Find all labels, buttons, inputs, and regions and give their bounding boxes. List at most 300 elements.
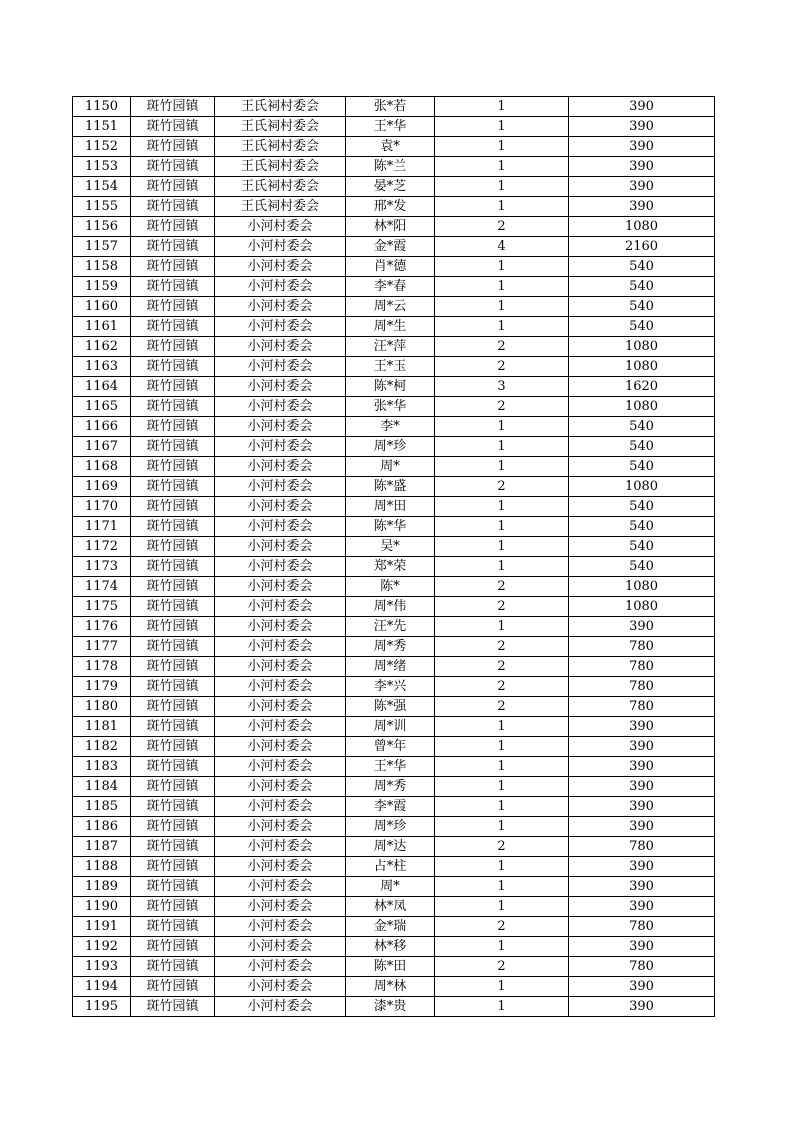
count-cell: 1 [435, 457, 569, 477]
village-committee-cell: 小河村委会 [215, 297, 346, 317]
count-cell: 1 [435, 497, 569, 517]
count-cell: 1 [435, 997, 569, 1017]
count-cell: 2 [435, 957, 569, 977]
village-committee-cell: 小河村委会 [215, 217, 346, 237]
row-number-cell: 1153 [73, 157, 131, 177]
count-cell: 2 [435, 697, 569, 717]
amount-cell: 540 [569, 277, 715, 297]
amount-cell: 390 [569, 817, 715, 837]
count-cell: 1 [435, 897, 569, 917]
count-cell: 1 [435, 317, 569, 337]
row-number-cell: 1154 [73, 177, 131, 197]
village-committee-cell: 小河村委会 [215, 237, 346, 257]
table-row [73, 397, 715, 417]
town-cell: 斑竹园镇 [131, 137, 215, 157]
village-committee-cell: 小河村委会 [215, 817, 346, 837]
amount-cell: 390 [569, 117, 715, 137]
table-row [73, 97, 715, 117]
row-number-cell: 1152 [73, 137, 131, 157]
row-number-cell: 1159 [73, 277, 131, 297]
town-cell: 斑竹园镇 [131, 957, 215, 977]
row-number-cell: 1168 [73, 457, 131, 477]
table-row [73, 317, 715, 337]
village-committee-cell: 小河村委会 [215, 897, 346, 917]
village-committee-cell: 小河村委会 [215, 257, 346, 277]
row-number-cell: 1165 [73, 397, 131, 417]
row-number-cell: 1155 [73, 197, 131, 217]
count-cell: 2 [435, 837, 569, 857]
row-number-cell: 1194 [73, 977, 131, 997]
row-number-cell: 1163 [73, 357, 131, 377]
town-cell: 斑竹园镇 [131, 517, 215, 537]
count-cell: 1 [435, 537, 569, 557]
amount-cell: 780 [569, 677, 715, 697]
name-cell: 周*云 [346, 297, 435, 317]
name-cell: 周*伟 [346, 597, 435, 617]
table-row [73, 137, 715, 157]
town-cell: 斑竹园镇 [131, 397, 215, 417]
row-number-cell: 1156 [73, 217, 131, 237]
name-cell: 周*生 [346, 317, 435, 337]
row-number-cell: 1189 [73, 877, 131, 897]
row-number-cell: 1191 [73, 917, 131, 937]
amount-cell: 1080 [569, 597, 715, 617]
table-row [73, 157, 715, 177]
town-cell: 斑竹园镇 [131, 157, 215, 177]
town-cell: 斑竹园镇 [131, 377, 215, 397]
amount-cell: 540 [569, 497, 715, 517]
name-cell: 周*达 [346, 837, 435, 857]
table-row [73, 257, 715, 277]
table-row [73, 177, 715, 197]
amount-cell: 540 [569, 517, 715, 537]
town-cell: 斑竹园镇 [131, 917, 215, 937]
name-cell: 郑*荣 [346, 557, 435, 577]
name-cell: 张*若 [346, 97, 435, 117]
amount-cell: 540 [569, 417, 715, 437]
name-cell: 陈* [346, 577, 435, 597]
count-cell: 1 [435, 97, 569, 117]
table-row [73, 337, 715, 357]
count-cell: 1 [435, 437, 569, 457]
town-cell: 斑竹园镇 [131, 617, 215, 637]
name-cell: 漆*贵 [346, 997, 435, 1017]
town-cell: 斑竹园镇 [131, 997, 215, 1017]
table-row [73, 357, 715, 377]
name-cell: 周*田 [346, 497, 435, 517]
count-cell: 1 [435, 817, 569, 837]
amount-cell: 1080 [569, 397, 715, 417]
village-committee-cell: 小河村委会 [215, 437, 346, 457]
village-committee-cell: 小河村委会 [215, 277, 346, 297]
table-row [73, 717, 715, 737]
name-cell: 金*霞 [346, 237, 435, 257]
amount-cell: 540 [569, 557, 715, 577]
row-number-cell: 1179 [73, 677, 131, 697]
village-committee-cell: 王氏祠村委会 [215, 197, 346, 217]
town-cell: 斑竹园镇 [131, 937, 215, 957]
village-committee-cell: 小河村委会 [215, 457, 346, 477]
town-cell: 斑竹园镇 [131, 457, 215, 477]
row-number-cell: 1186 [73, 817, 131, 837]
count-cell: 2 [435, 657, 569, 677]
name-cell: 晏*芝 [346, 177, 435, 197]
town-cell: 斑竹园镇 [131, 677, 215, 697]
town-cell: 斑竹园镇 [131, 257, 215, 277]
amount-cell: 390 [569, 797, 715, 817]
amount-cell: 390 [569, 737, 715, 757]
table-row [73, 237, 715, 257]
row-number-cell: 1184 [73, 777, 131, 797]
table-row [73, 197, 715, 217]
name-cell: 周*绪 [346, 657, 435, 677]
table-row [73, 617, 715, 637]
count-cell: 1 [435, 277, 569, 297]
town-cell: 斑竹园镇 [131, 977, 215, 997]
amount-cell: 2160 [569, 237, 715, 257]
name-cell: 林*移 [346, 937, 435, 957]
name-cell: 林*阳 [346, 217, 435, 237]
table-row [73, 837, 715, 857]
name-cell: 周* [346, 877, 435, 897]
name-cell: 周*珍 [346, 817, 435, 837]
row-number-cell: 1169 [73, 477, 131, 497]
table-row [73, 977, 715, 997]
village-committee-cell: 小河村委会 [215, 957, 346, 977]
village-committee-cell: 小河村委会 [215, 637, 346, 657]
table-row [73, 417, 715, 437]
table-row [73, 657, 715, 677]
row-number-cell: 1174 [73, 577, 131, 597]
count-cell: 2 [435, 397, 569, 417]
village-committee-cell: 小河村委会 [215, 777, 346, 797]
town-cell: 斑竹园镇 [131, 597, 215, 617]
count-cell: 2 [435, 357, 569, 377]
village-committee-cell: 小河村委会 [215, 757, 346, 777]
name-cell: 李*兴 [346, 677, 435, 697]
town-cell: 斑竹园镇 [131, 657, 215, 677]
row-number-cell: 1177 [73, 637, 131, 657]
amount-cell: 540 [569, 537, 715, 557]
name-cell: 陈*盛 [346, 477, 435, 497]
village-committee-cell: 小河村委会 [215, 317, 346, 337]
village-committee-cell: 小河村委会 [215, 697, 346, 717]
row-number-cell: 1190 [73, 897, 131, 917]
table-row [73, 637, 715, 657]
village-committee-cell: 小河村委会 [215, 877, 346, 897]
count-cell: 2 [435, 677, 569, 697]
row-number-cell: 1181 [73, 717, 131, 737]
town-cell: 斑竹园镇 [131, 837, 215, 857]
amount-cell: 1080 [569, 477, 715, 497]
count-cell: 2 [435, 217, 569, 237]
town-cell: 斑竹园镇 [131, 897, 215, 917]
count-cell: 2 [435, 477, 569, 497]
row-number-cell: 1158 [73, 257, 131, 277]
name-cell: 周*训 [346, 717, 435, 737]
town-cell: 斑竹园镇 [131, 777, 215, 797]
count-cell: 2 [435, 597, 569, 617]
count-cell: 1 [435, 877, 569, 897]
village-committee-cell: 王氏祠村委会 [215, 177, 346, 197]
table-row [73, 537, 715, 557]
village-committee-cell: 小河村委会 [215, 857, 346, 877]
village-committee-cell: 小河村委会 [215, 417, 346, 437]
row-number-cell: 1166 [73, 417, 131, 437]
town-cell: 斑竹园镇 [131, 477, 215, 497]
town-cell: 斑竹园镇 [131, 357, 215, 377]
table-row [73, 857, 715, 877]
row-number-cell: 1195 [73, 997, 131, 1017]
table-row [73, 377, 715, 397]
table-row [73, 797, 715, 817]
name-cell: 吴* [346, 537, 435, 557]
village-committee-cell: 王氏祠村委会 [215, 97, 346, 117]
table-row [73, 917, 715, 937]
amount-cell: 1620 [569, 377, 715, 397]
town-cell: 斑竹园镇 [131, 577, 215, 597]
row-number-cell: 1176 [73, 617, 131, 637]
table-row [73, 877, 715, 897]
amount-cell: 390 [569, 717, 715, 737]
count-cell: 1 [435, 117, 569, 137]
amount-cell: 390 [569, 137, 715, 157]
amount-cell: 390 [569, 857, 715, 877]
town-cell: 斑竹园镇 [131, 717, 215, 737]
amount-cell: 540 [569, 437, 715, 457]
amount-cell: 780 [569, 917, 715, 937]
count-cell: 1 [435, 757, 569, 777]
table-row [73, 117, 715, 137]
village-committee-cell: 小河村委会 [215, 737, 346, 757]
town-cell: 斑竹园镇 [131, 417, 215, 437]
name-cell: 李*霞 [346, 797, 435, 817]
name-cell: 金*瑞 [346, 917, 435, 937]
amount-cell: 1080 [569, 337, 715, 357]
count-cell: 1 [435, 617, 569, 637]
count-cell: 1 [435, 797, 569, 817]
name-cell: 周*林 [346, 977, 435, 997]
table-row [73, 477, 715, 497]
amount-cell: 780 [569, 957, 715, 977]
name-cell: 王*玉 [346, 357, 435, 377]
name-cell: 张*华 [346, 397, 435, 417]
amount-cell: 390 [569, 997, 715, 1017]
name-cell: 陈*强 [346, 697, 435, 717]
table-row [73, 697, 715, 717]
amount-cell: 390 [569, 977, 715, 997]
village-committee-cell: 小河村委会 [215, 917, 346, 937]
amount-cell: 390 [569, 937, 715, 957]
amount-cell: 540 [569, 297, 715, 317]
count-cell: 2 [435, 337, 569, 357]
row-number-cell: 1188 [73, 857, 131, 877]
town-cell: 斑竹园镇 [131, 757, 215, 777]
town-cell: 斑竹园镇 [131, 97, 215, 117]
name-cell: 李*春 [346, 277, 435, 297]
row-number-cell: 1167 [73, 437, 131, 457]
village-committee-cell: 小河村委会 [215, 557, 346, 577]
amount-cell: 540 [569, 257, 715, 277]
count-cell: 2 [435, 917, 569, 937]
village-committee-cell: 小河村委会 [215, 337, 346, 357]
row-number-cell: 1180 [73, 697, 131, 717]
table-row [73, 497, 715, 517]
village-committee-cell: 小河村委会 [215, 397, 346, 417]
table-row [73, 297, 715, 317]
data-table [72, 96, 715, 1017]
village-committee-cell: 王氏祠村委会 [215, 137, 346, 157]
village-committee-cell: 小河村委会 [215, 657, 346, 677]
amount-cell: 780 [569, 657, 715, 677]
table-row [73, 217, 715, 237]
village-committee-cell: 小河村委会 [215, 997, 346, 1017]
count-cell: 2 [435, 577, 569, 597]
name-cell: 李* [346, 417, 435, 437]
row-number-cell: 1151 [73, 117, 131, 137]
village-committee-cell: 小河村委会 [215, 617, 346, 637]
village-committee-cell: 小河村委会 [215, 797, 346, 817]
amount-cell: 390 [569, 877, 715, 897]
table-row [73, 957, 715, 977]
row-number-cell: 1175 [73, 597, 131, 617]
table-row [73, 557, 715, 577]
name-cell: 王*华 [346, 757, 435, 777]
town-cell: 斑竹园镇 [131, 337, 215, 357]
row-number-cell: 1185 [73, 797, 131, 817]
table-row [73, 277, 715, 297]
count-cell: 1 [435, 177, 569, 197]
table-row [73, 757, 715, 777]
town-cell: 斑竹园镇 [131, 697, 215, 717]
name-cell: 陈*华 [346, 517, 435, 537]
count-cell: 1 [435, 417, 569, 437]
amount-cell: 780 [569, 697, 715, 717]
name-cell: 周*秀 [346, 777, 435, 797]
row-number-cell: 1162 [73, 337, 131, 357]
count-cell: 1 [435, 197, 569, 217]
town-cell: 斑竹园镇 [131, 217, 215, 237]
name-cell: 袁* [346, 137, 435, 157]
amount-cell: 540 [569, 457, 715, 477]
village-committee-cell: 小河村委会 [215, 977, 346, 997]
town-cell: 斑竹园镇 [131, 497, 215, 517]
name-cell: 汪*萍 [346, 337, 435, 357]
town-cell: 斑竹园镇 [131, 437, 215, 457]
row-number-cell: 1182 [73, 737, 131, 757]
town-cell: 斑竹园镇 [131, 817, 215, 837]
count-cell: 3 [435, 377, 569, 397]
village-committee-cell: 王氏祠村委会 [215, 157, 346, 177]
row-number-cell: 1164 [73, 377, 131, 397]
count-cell: 1 [435, 777, 569, 797]
row-number-cell: 1150 [73, 97, 131, 117]
amount-cell: 780 [569, 837, 715, 857]
village-committee-cell: 小河村委会 [215, 517, 346, 537]
town-cell: 斑竹园镇 [131, 557, 215, 577]
name-cell: 陈*柯 [346, 377, 435, 397]
row-number-cell: 1160 [73, 297, 131, 317]
village-committee-cell: 小河村委会 [215, 537, 346, 557]
table-row [73, 937, 715, 957]
count-cell: 1 [435, 297, 569, 317]
table-row [73, 577, 715, 597]
row-number-cell: 1171 [73, 517, 131, 537]
count-cell: 1 [435, 517, 569, 537]
name-cell: 陈*田 [346, 957, 435, 977]
name-cell: 王*华 [346, 117, 435, 137]
amount-cell: 390 [569, 617, 715, 637]
amount-cell: 390 [569, 197, 715, 217]
village-committee-cell: 小河村委会 [215, 717, 346, 737]
amount-cell: 540 [569, 317, 715, 337]
amount-cell: 390 [569, 897, 715, 917]
row-number-cell: 1187 [73, 837, 131, 857]
row-number-cell: 1170 [73, 497, 131, 517]
amount-cell: 390 [569, 777, 715, 797]
table-row [73, 777, 715, 797]
town-cell: 斑竹园镇 [131, 737, 215, 757]
count-cell: 1 [435, 857, 569, 877]
amount-cell: 1080 [569, 357, 715, 377]
amount-cell: 390 [569, 157, 715, 177]
town-cell: 斑竹园镇 [131, 537, 215, 557]
name-cell: 邢*发 [346, 197, 435, 217]
village-committee-cell: 小河村委会 [215, 577, 346, 597]
town-cell: 斑竹园镇 [131, 297, 215, 317]
table-row [73, 457, 715, 477]
row-number-cell: 1193 [73, 957, 131, 977]
count-cell: 1 [435, 137, 569, 157]
town-cell: 斑竹园镇 [131, 317, 215, 337]
table-row [73, 437, 715, 457]
amount-cell: 390 [569, 177, 715, 197]
name-cell: 汪*先 [346, 617, 435, 637]
count-cell: 4 [435, 237, 569, 257]
name-cell: 曾*年 [346, 737, 435, 757]
town-cell: 斑竹园镇 [131, 197, 215, 217]
count-cell: 1 [435, 717, 569, 737]
name-cell: 周*珍 [346, 437, 435, 457]
table-row [73, 597, 715, 617]
amount-cell: 390 [569, 97, 715, 117]
table-row [73, 677, 715, 697]
town-cell: 斑竹园镇 [131, 877, 215, 897]
amount-cell: 1080 [569, 217, 715, 237]
table-row [73, 517, 715, 537]
row-number-cell: 1161 [73, 317, 131, 337]
count-cell: 1 [435, 977, 569, 997]
name-cell: 周* [346, 457, 435, 477]
table-row [73, 737, 715, 757]
village-committee-cell: 王氏祠村委会 [215, 117, 346, 137]
village-committee-cell: 小河村委会 [215, 677, 346, 697]
table-body [73, 97, 715, 1017]
village-committee-cell: 小河村委会 [215, 937, 346, 957]
row-number-cell: 1172 [73, 537, 131, 557]
village-committee-cell: 小河村委会 [215, 357, 346, 377]
count-cell: 1 [435, 257, 569, 277]
count-cell: 1 [435, 157, 569, 177]
name-cell: 肖*德 [346, 257, 435, 277]
row-number-cell: 1157 [73, 237, 131, 257]
village-committee-cell: 小河村委会 [215, 477, 346, 497]
row-number-cell: 1178 [73, 657, 131, 677]
amount-cell: 1080 [569, 577, 715, 597]
row-number-cell: 1173 [73, 557, 131, 577]
row-number-cell: 1192 [73, 937, 131, 957]
village-committee-cell: 小河村委会 [215, 837, 346, 857]
